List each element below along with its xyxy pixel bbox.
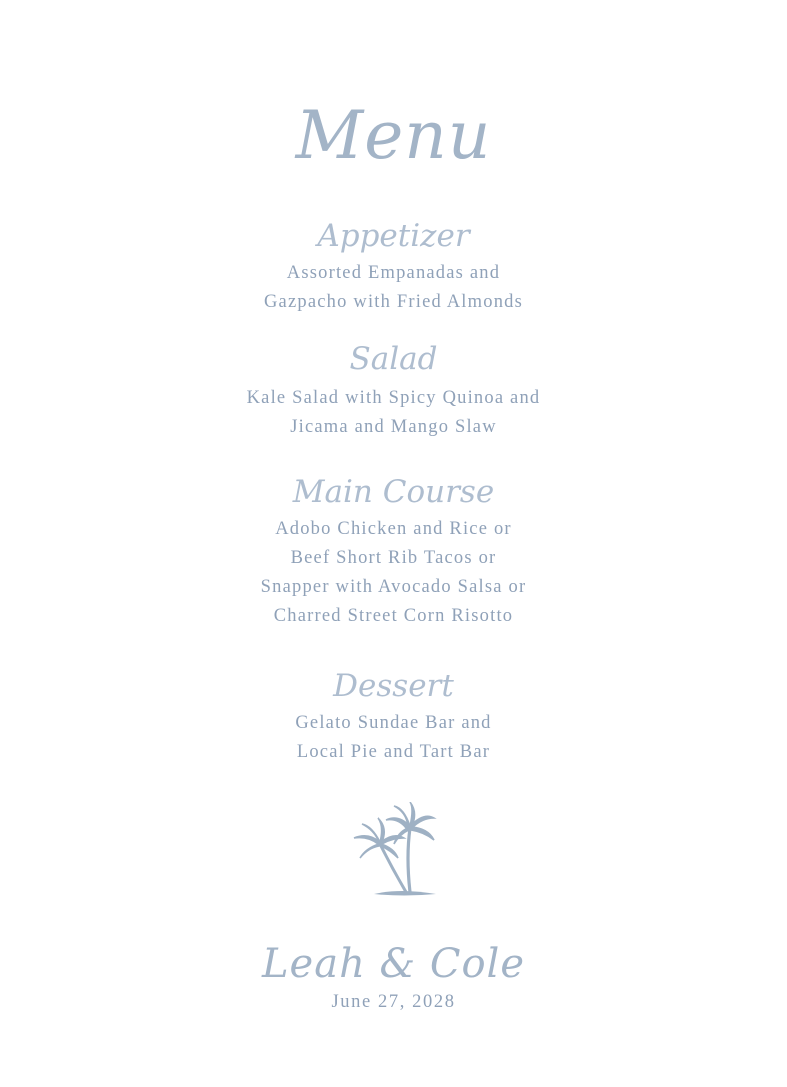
menu-line: Snapper with Avocado Salsa or: [260, 577, 527, 597]
menu-line: Assorted Empanadas and: [286, 263, 501, 283]
menu-line: Beef Short Rib Tacos or: [290, 548, 497, 568]
section-body-dessert: [0, 709, 787, 767]
section-body-main-course: [0, 515, 787, 631]
menu-line: Jicama and Mango Slaw: [290, 417, 497, 437]
couple-names: Leah & Cole: [261, 941, 526, 987]
menu-line: Gazpacho with Fried Almonds: [264, 292, 523, 312]
menu-line: Charred Street Corn Risotto: [273, 606, 514, 626]
section-heading-appetizer: Appetizer: [317, 218, 470, 254]
event-date: June 27, 2028: [331, 992, 456, 1012]
menu-line: Local Pie and Tart Bar: [296, 742, 491, 762]
menu-line: Adobo Chicken and Rice or: [275, 519, 512, 539]
section-body-appetizer: [0, 259, 787, 317]
menu-line: Kale Salad with Spicy Quinoa and: [246, 388, 541, 408]
menu-line: Gelato Sundae Bar and: [295, 713, 492, 733]
section-heading-dessert: Dessert: [333, 668, 454, 704]
palm-trees-icon: [348, 802, 440, 898]
section-heading-main-course: Main Course: [292, 474, 495, 510]
section-body-salad: [0, 384, 787, 442]
section-heading-salad: Salad: [349, 341, 438, 377]
menu-title: Menu: [295, 97, 492, 174]
